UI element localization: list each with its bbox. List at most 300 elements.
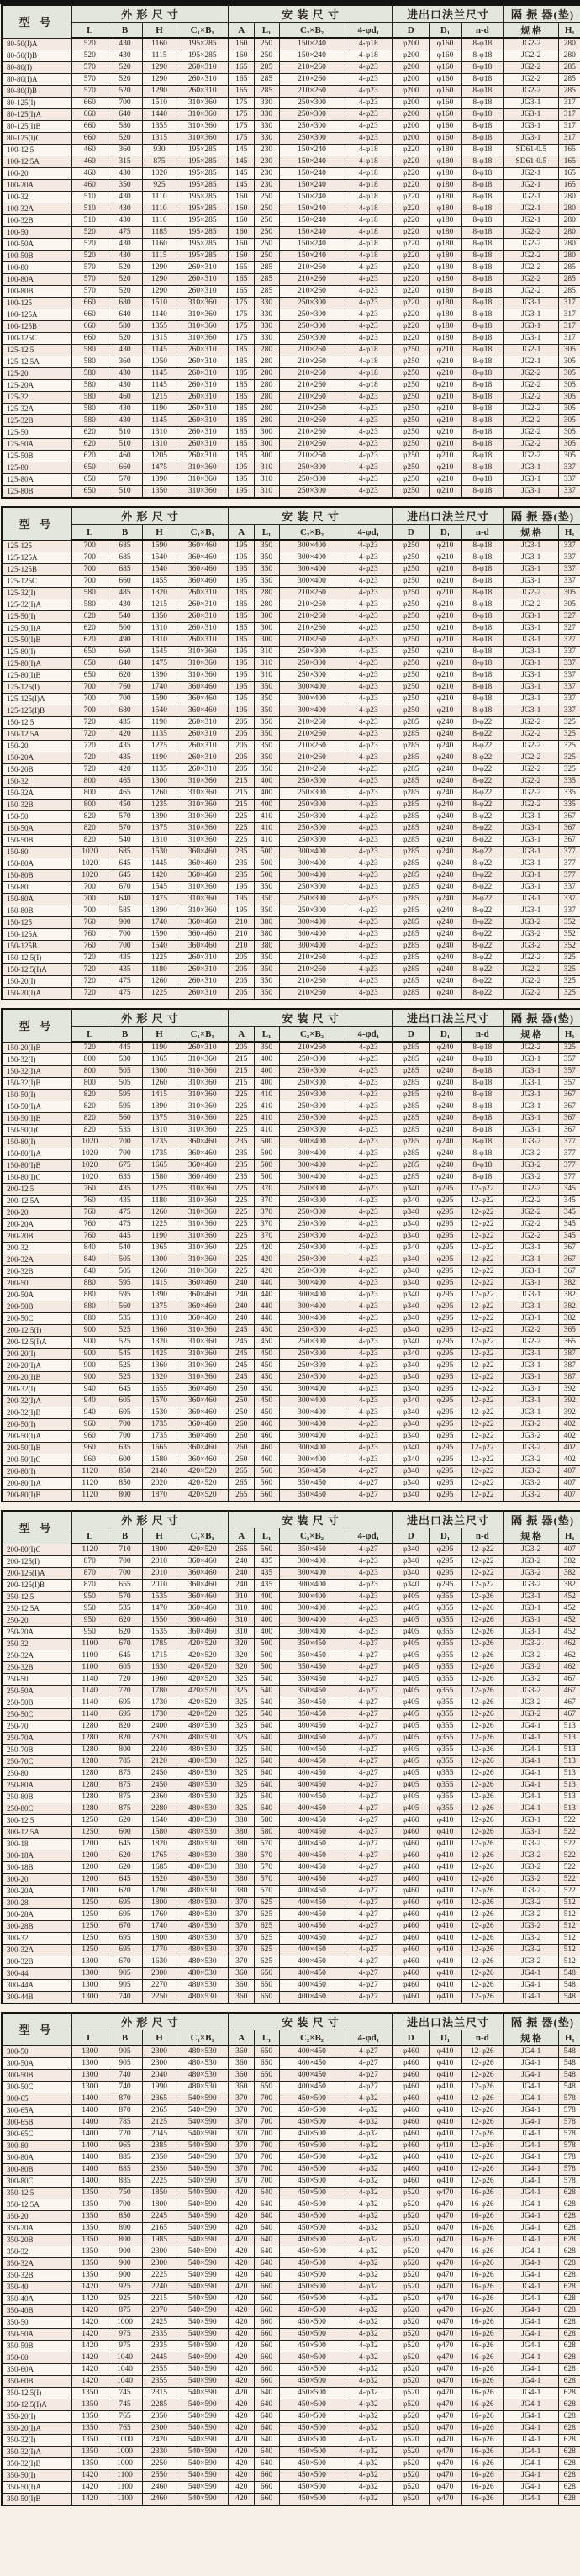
column-header: 4-φd₁ (345, 525, 393, 541)
table-cell: φ220 (393, 251, 429, 262)
table-cell: 4-φ23 (345, 858, 393, 870)
table-cell: 480×530 (177, 2045, 229, 2058)
column-header: L₁ (254, 1528, 279, 1544)
table-cell: 12-φ22 (461, 1431, 504, 1443)
table-cell: 325 (229, 1697, 254, 1709)
table-cell: φ240 (429, 1042, 461, 1054)
table-cell: 350×450 (279, 1650, 345, 1662)
table-cell: 400×450 (279, 2058, 345, 2070)
table-cell: 1200 (71, 1839, 108, 1850)
table-cell: 522 (558, 1839, 580, 1850)
table-cell: 4-φ18 (345, 239, 393, 251)
table-row (2, 192, 580, 203)
table-cell: 4-φ23 (345, 1078, 393, 1090)
table-cell: φ240 (429, 858, 461, 870)
table-cell: 310×360 (177, 1184, 229, 1196)
table-cell: 12-φ26 (461, 1921, 504, 1933)
table-cell: 1655 (142, 1384, 177, 1396)
model-cell: 100-32B (2, 215, 71, 227)
spec-table-section-1 (1, 4, 580, 499)
table-cell: 522 (558, 1850, 580, 1862)
table-cell: 1160 (142, 38, 177, 50)
table-cell: 480×530 (177, 1827, 229, 1839)
table-cell: 175 (229, 109, 254, 121)
table-row (2, 1662, 580, 1674)
table-cell: 285 (558, 62, 580, 74)
table-cell: 420 (229, 2435, 254, 2447)
model-cell: 250-12.5A (2, 1603, 71, 1615)
table-cell: 310×360 (177, 670, 229, 682)
table-cell: φ295 (429, 1478, 461, 1490)
table-cell: 205 (229, 976, 254, 988)
table-cell: 695 (108, 1709, 142, 1721)
table-row (2, 1815, 580, 1827)
table-row (2, 2341, 580, 2352)
table-cell: 410 (254, 811, 279, 823)
table-cell: 800 (108, 1745, 142, 1756)
table-row (2, 752, 580, 764)
table-cell: 940 (71, 1384, 108, 1396)
model-cell: 125-80A (2, 474, 71, 486)
table-cell: 185 (229, 392, 254, 404)
table-cell: 4-φ18 (345, 180, 393, 192)
table-cell: JG3-2 (504, 1662, 558, 1674)
table-cell: 1820 (142, 1839, 177, 1850)
table-cell: 450×500 (279, 2364, 345, 2376)
column-header: C₂×B₂ (279, 1027, 345, 1043)
table-cell: 4-φ27 (345, 1768, 393, 1780)
table-cell: 400×450 (279, 1886, 345, 1898)
table-cell: 350×450 (279, 1709, 345, 1721)
table-cell: 1530 (142, 847, 177, 858)
table-cell: 605 (108, 1662, 142, 1674)
table-cell: 1225 (142, 741, 177, 752)
table-cell: 4-φ32 (345, 2129, 393, 2141)
table-cell: 850 (108, 1478, 142, 1490)
model-cell: 150-80 (2, 882, 71, 894)
table-cell: φ210 (429, 564, 461, 576)
table-cell: 740 (108, 1992, 142, 2004)
table-cell: 260×310 (177, 729, 229, 741)
table-cell: 500 (254, 1639, 279, 1650)
model-cell: 350-40 (2, 2282, 71, 2294)
table-cell: 310 (229, 1592, 254, 1603)
table-row (2, 788, 580, 800)
table-cell: φ250 (393, 451, 429, 462)
table-cell: 360×460 (177, 1603, 229, 1615)
table-cell: 280 (558, 38, 580, 50)
table-cell: 12-φ22 (461, 1337, 504, 1349)
model-cell: 150-80A (2, 894, 71, 905)
table-cell: φ285 (393, 729, 429, 741)
table-cell: JG2-1 (504, 215, 558, 227)
table-cell: 4-φ23 (345, 741, 393, 752)
table-cell: 745 (108, 2388, 142, 2399)
table-cell: 1415 (142, 1278, 177, 1290)
table-cell: φ460 (393, 2152, 429, 2164)
table-cell: 160 (229, 251, 254, 262)
table-cell: 1420 (71, 2376, 108, 2388)
table-cell: 435 (108, 964, 142, 976)
table-cell: 640 (254, 1745, 279, 1756)
group-header-mounting-dimensions: 安 装 尺 寸 (229, 5, 393, 23)
table-cell: 150×240 (279, 38, 345, 50)
table-cell: 650 (71, 658, 108, 670)
table-cell: 350 (254, 764, 279, 776)
table-cell: 430 (108, 38, 142, 50)
table-cell: φ295 (429, 1419, 461, 1431)
table-cell: φ295 (429, 1490, 461, 1502)
model-cell: 300-80C (2, 2176, 71, 2188)
table-cell: 310×360 (177, 1207, 229, 1219)
table-cell: 8-φ18 (461, 647, 504, 658)
table-cell: 185 (229, 623, 254, 635)
table-cell: 465 (108, 776, 142, 788)
table-cell: φ180 (429, 251, 461, 262)
table-cell: 520 (108, 74, 142, 86)
table-cell: 650 (71, 462, 108, 474)
table-cell: φ240 (429, 905, 461, 917)
table-cell: φ340 (393, 1278, 429, 1290)
column-header: D (393, 23, 429, 39)
table-cell: 4-φ32 (345, 2352, 393, 2364)
table-cell: 12-φ22 (461, 1184, 504, 1196)
table-cell: φ295 (429, 1325, 461, 1337)
table-cell: φ285 (393, 988, 429, 1000)
table-cell: JG4-1 (504, 2082, 558, 2093)
table-cell: 605 (108, 1407, 142, 1419)
table-cell: 210×260 (279, 451, 345, 462)
table-cell: 250 (254, 50, 279, 62)
table-row (2, 2258, 580, 2270)
spec-table-section-3 (1, 1008, 580, 1502)
table-cell: φ180 (429, 168, 461, 180)
table-cell: 4-φ23 (345, 1184, 393, 1196)
table-cell: JG3-2 (504, 1544, 558, 1556)
table-cell: JG3-1 (504, 1090, 558, 1101)
table-cell: 8-φ18 (461, 74, 504, 86)
table-cell: 150×240 (279, 50, 345, 62)
table-cell: 8-φ22 (461, 717, 504, 729)
table-cell: 210×260 (279, 717, 345, 729)
sub-header-row (2, 1528, 580, 1544)
table-cell: SD61-0.5 (504, 145, 558, 156)
table-cell: 210×260 (279, 404, 345, 415)
table-cell: 285 (558, 286, 580, 298)
table-cell: 628 (558, 2258, 580, 2270)
table-cell: 430 (108, 215, 142, 227)
table-cell: 4-φ27 (345, 2045, 393, 2058)
model-cell: 200-12.5(I)A (2, 1337, 71, 1349)
table-cell: 1310 (142, 835, 177, 847)
table-cell: JG4-1 (504, 2270, 558, 2282)
table-cell: 8-φ18 (461, 145, 504, 156)
table-cell: 720 (108, 1686, 142, 1697)
table-cell: 260 (229, 1431, 254, 1443)
table-cell: 8-φ18 (461, 705, 504, 717)
table-cell: 8-φ18 (461, 251, 504, 262)
table-cell: JG3-2 (504, 1874, 558, 1886)
table-cell: 325 (229, 1756, 254, 1768)
table-cell: 2365 (142, 2093, 177, 2105)
table-cell: 1120 (71, 1466, 108, 1478)
table-cell: 310×360 (177, 835, 229, 847)
table-cell: 1310 (142, 623, 177, 635)
table-cell: 1350 (71, 2435, 108, 2447)
table-cell: 260×310 (177, 439, 229, 451)
table-cell: 520 (71, 227, 108, 239)
model-cell: 150-80(I)B (2, 1160, 71, 1172)
table-cell: 450×500 (279, 2411, 345, 2423)
table-cell: φ240 (429, 1125, 461, 1137)
table-cell: 1020 (71, 847, 108, 858)
table-cell: 530 (108, 1054, 142, 1066)
table-cell: 335 (558, 788, 580, 800)
table-cell: 513 (558, 1756, 580, 1768)
table-cell: φ355 (429, 1627, 461, 1639)
table-cell: 1140 (71, 1674, 108, 1686)
table-cell: 4-φ32 (345, 2258, 393, 2270)
table-cell: 875 (108, 1780, 142, 1792)
table-cell: 460 (71, 168, 108, 180)
table-row (2, 670, 580, 682)
table-cell: 1475 (142, 658, 177, 670)
table-cell: 250×300 (279, 894, 345, 905)
table-cell: φ240 (429, 964, 461, 976)
model-cell: 200-50A (2, 1290, 71, 1301)
table-cell: 195 (229, 658, 254, 670)
table-cell: φ285 (393, 905, 429, 917)
table-cell: φ470 (429, 2399, 461, 2411)
table-cell: 12-φ26 (461, 1815, 504, 1827)
table-cell: 4-φ23 (345, 1301, 393, 1313)
table-cell: 450 (254, 1372, 279, 1384)
table-cell: 16-φ26 (461, 2494, 504, 2506)
table-cell: φ250 (393, 345, 429, 356)
table-cell: 360×460 (177, 1627, 229, 1639)
model-cell: 300-50B (2, 2070, 71, 2082)
table-cell: 310×360 (177, 1101, 229, 1113)
table-cell: 330 (254, 333, 279, 345)
table-cell: 8-φ22 (461, 905, 504, 917)
table-cell: 370 (229, 2105, 254, 2117)
table-cell: 700 (108, 1568, 142, 1580)
table-cell: 245 (229, 1360, 254, 1372)
table-cell: 12-φ26 (461, 1662, 504, 1674)
column-header: C₁×B₁ (177, 23, 229, 39)
table-cell: 215 (229, 800, 254, 811)
table-cell: 352 (558, 941, 580, 953)
table-cell: φ210 (429, 368, 461, 380)
table-cell: 8-φ18 (461, 599, 504, 611)
table-row (2, 1266, 580, 1278)
model-cell: 350-12.5A (2, 2199, 71, 2211)
model-cell: 200-50(I)B (2, 1443, 71, 1454)
table-cell: 1790 (142, 1886, 177, 1898)
model-cell: 200-32(I)A (2, 1396, 71, 1407)
table-cell: φ460 (393, 2117, 429, 2129)
table-cell: 640 (254, 2188, 279, 2199)
table-cell: 540×590 (177, 2482, 229, 2494)
table-cell: 1215 (142, 599, 177, 611)
table-cell: 300×400 (279, 1160, 345, 1172)
table-cell: 625 (254, 1898, 279, 1909)
table-cell: 400 (254, 1615, 279, 1627)
table-cell: 195 (229, 564, 254, 576)
table-cell: 310 (229, 1603, 254, 1615)
table-cell: 185 (229, 599, 254, 611)
table-cell: φ285 (393, 953, 429, 964)
table-cell: 1350 (71, 2246, 108, 2258)
table-cell: 480×530 (177, 1850, 229, 1862)
table-cell: 430 (108, 380, 142, 392)
table-cell: 310×360 (177, 462, 229, 474)
table-cell: 1000 (108, 2435, 142, 2447)
table-cell: JG4-1 (504, 2211, 558, 2223)
table-cell: JG4-1 (504, 2435, 558, 2447)
table-cell: 1550 (142, 1615, 177, 1627)
table-cell: 1050 (142, 356, 177, 368)
table-cell: 1250 (71, 1945, 108, 1956)
table-cell: 2225 (142, 2176, 177, 2188)
table-cell: 260 (229, 1443, 254, 1454)
table-cell: φ520 (393, 2329, 429, 2341)
table-cell: JG2-1 (504, 192, 558, 203)
table-cell: 620 (71, 611, 108, 623)
table-cell: 240 (229, 1278, 254, 1290)
table-cell: 430 (108, 192, 142, 203)
table-row (2, 1313, 580, 1325)
table-cell: 4-φ32 (345, 2399, 393, 2411)
table-cell: 150×240 (279, 239, 345, 251)
table-cell: φ240 (429, 823, 461, 835)
table-cell: 640 (254, 2199, 279, 2211)
table-cell: 8-φ18 (461, 203, 504, 215)
table-cell: 1250 (71, 1933, 108, 1945)
table-cell: 250×300 (279, 658, 345, 670)
table-cell: JG3-1 (504, 133, 558, 145)
table-cell: 2365 (142, 2105, 177, 2117)
model-cell: 250-80 (2, 1768, 71, 1780)
table-row (2, 1101, 580, 1113)
table-cell: 410 (254, 1125, 279, 1137)
table-cell: 420 (229, 2482, 254, 2494)
model-cell: 300-65A (2, 2105, 71, 2117)
model-cell: 350-50(I) (2, 2470, 71, 2482)
table-cell: 325 (558, 976, 580, 988)
table-cell: 250×300 (279, 1325, 345, 1337)
table-cell: 12-φ22 (461, 1419, 504, 1431)
table-row (2, 717, 580, 729)
table-cell: 330 (254, 98, 279, 109)
table-cell: 1260 (142, 1207, 177, 1219)
table-cell: 225 (229, 1254, 254, 1266)
table-cell: φ180 (429, 262, 461, 274)
table-cell: 4-φ23 (345, 1196, 393, 1207)
table-cell: 250×300 (279, 905, 345, 917)
table-cell: 4-φ27 (345, 2070, 393, 2082)
table-cell: 1020 (71, 1172, 108, 1184)
table-row (2, 2435, 580, 2447)
table-cell: φ240 (429, 988, 461, 1000)
table-cell: 4-φ32 (345, 2494, 393, 2506)
table-row (2, 2458, 580, 2470)
table-row (2, 694, 580, 705)
table-cell: 12-φ22 (461, 1196, 504, 1207)
table-cell: 325 (558, 988, 580, 1000)
table-cell: 695 (108, 1933, 142, 1945)
table-cell: 4-φ32 (345, 2470, 393, 2482)
model-cell: 350-60B (2, 2376, 71, 2388)
table-cell: 4-φ23 (345, 74, 393, 86)
table-cell: 360×460 (177, 858, 229, 870)
table-cell: 450×500 (279, 2388, 345, 2399)
table-cell: 1785 (142, 1639, 177, 1650)
table-cell: 480×530 (177, 1756, 229, 1768)
table-cell: 260×310 (177, 262, 229, 274)
table-row (2, 215, 580, 227)
table-cell: 4-φ18 (345, 345, 393, 356)
table-cell: φ210 (429, 356, 461, 368)
table-row (2, 1042, 580, 1054)
table-cell: 215 (229, 788, 254, 800)
table-cell: 578 (558, 2117, 580, 2129)
model-cell: 150-20(I) (2, 976, 71, 988)
table-cell: 4-φ32 (345, 2364, 393, 2376)
table-cell: 260×310 (177, 345, 229, 356)
table-cell: 325 (229, 1674, 254, 1686)
table-cell: 380 (229, 1839, 254, 1850)
table-cell: 1730 (142, 1697, 177, 1709)
table-cell: 1145 (142, 415, 177, 427)
table-cell: 2020 (142, 1478, 177, 1490)
table-cell: 1420 (71, 2341, 108, 2352)
table-cell: 285 (254, 86, 279, 98)
table-cell: 175 (229, 121, 254, 133)
table-cell: 4-φ32 (345, 2117, 393, 2129)
table-cell: 317 (558, 333, 580, 345)
table-cell: φ410 (429, 1968, 461, 1980)
table-cell: 1280 (71, 1768, 108, 1780)
table-row (2, 415, 580, 427)
table-cell: 360×460 (177, 564, 229, 576)
table-cell: JG4-1 (504, 2141, 558, 2152)
table-cell: 160 (229, 50, 254, 62)
table-cell: φ200 (393, 62, 429, 74)
table-row (2, 1054, 580, 1066)
table-cell: 300×400 (279, 1443, 345, 1454)
table-cell: 625 (254, 1921, 279, 1933)
table-cell: 360 (108, 356, 142, 368)
table-cell: 450 (254, 1407, 279, 1419)
table-cell: 600 (108, 1827, 142, 1839)
group-header-outline-dimensions: 外 形 尺 寸 (71, 5, 229, 23)
table-cell: φ470 (429, 2258, 461, 2270)
table-cell: 12-φ26 (461, 1627, 504, 1639)
table-cell: 540×590 (177, 2199, 229, 2211)
table-cell: 1310 (142, 439, 177, 451)
table-cell: 2300 (142, 2058, 177, 2070)
table-cell: 1350 (71, 2188, 108, 2199)
table-cell: φ470 (429, 2282, 461, 2294)
table-cell: 1390 (142, 905, 177, 917)
table-cell: 12-φ22 (461, 1407, 504, 1419)
table-cell: φ460 (393, 1992, 429, 2004)
table-row (2, 2105, 580, 2117)
group-header-outline-dimensions: 外 形 尺 寸 (71, 1009, 229, 1027)
table-cell: 300×400 (279, 1407, 345, 1419)
table-cell: 628 (558, 2376, 580, 2388)
